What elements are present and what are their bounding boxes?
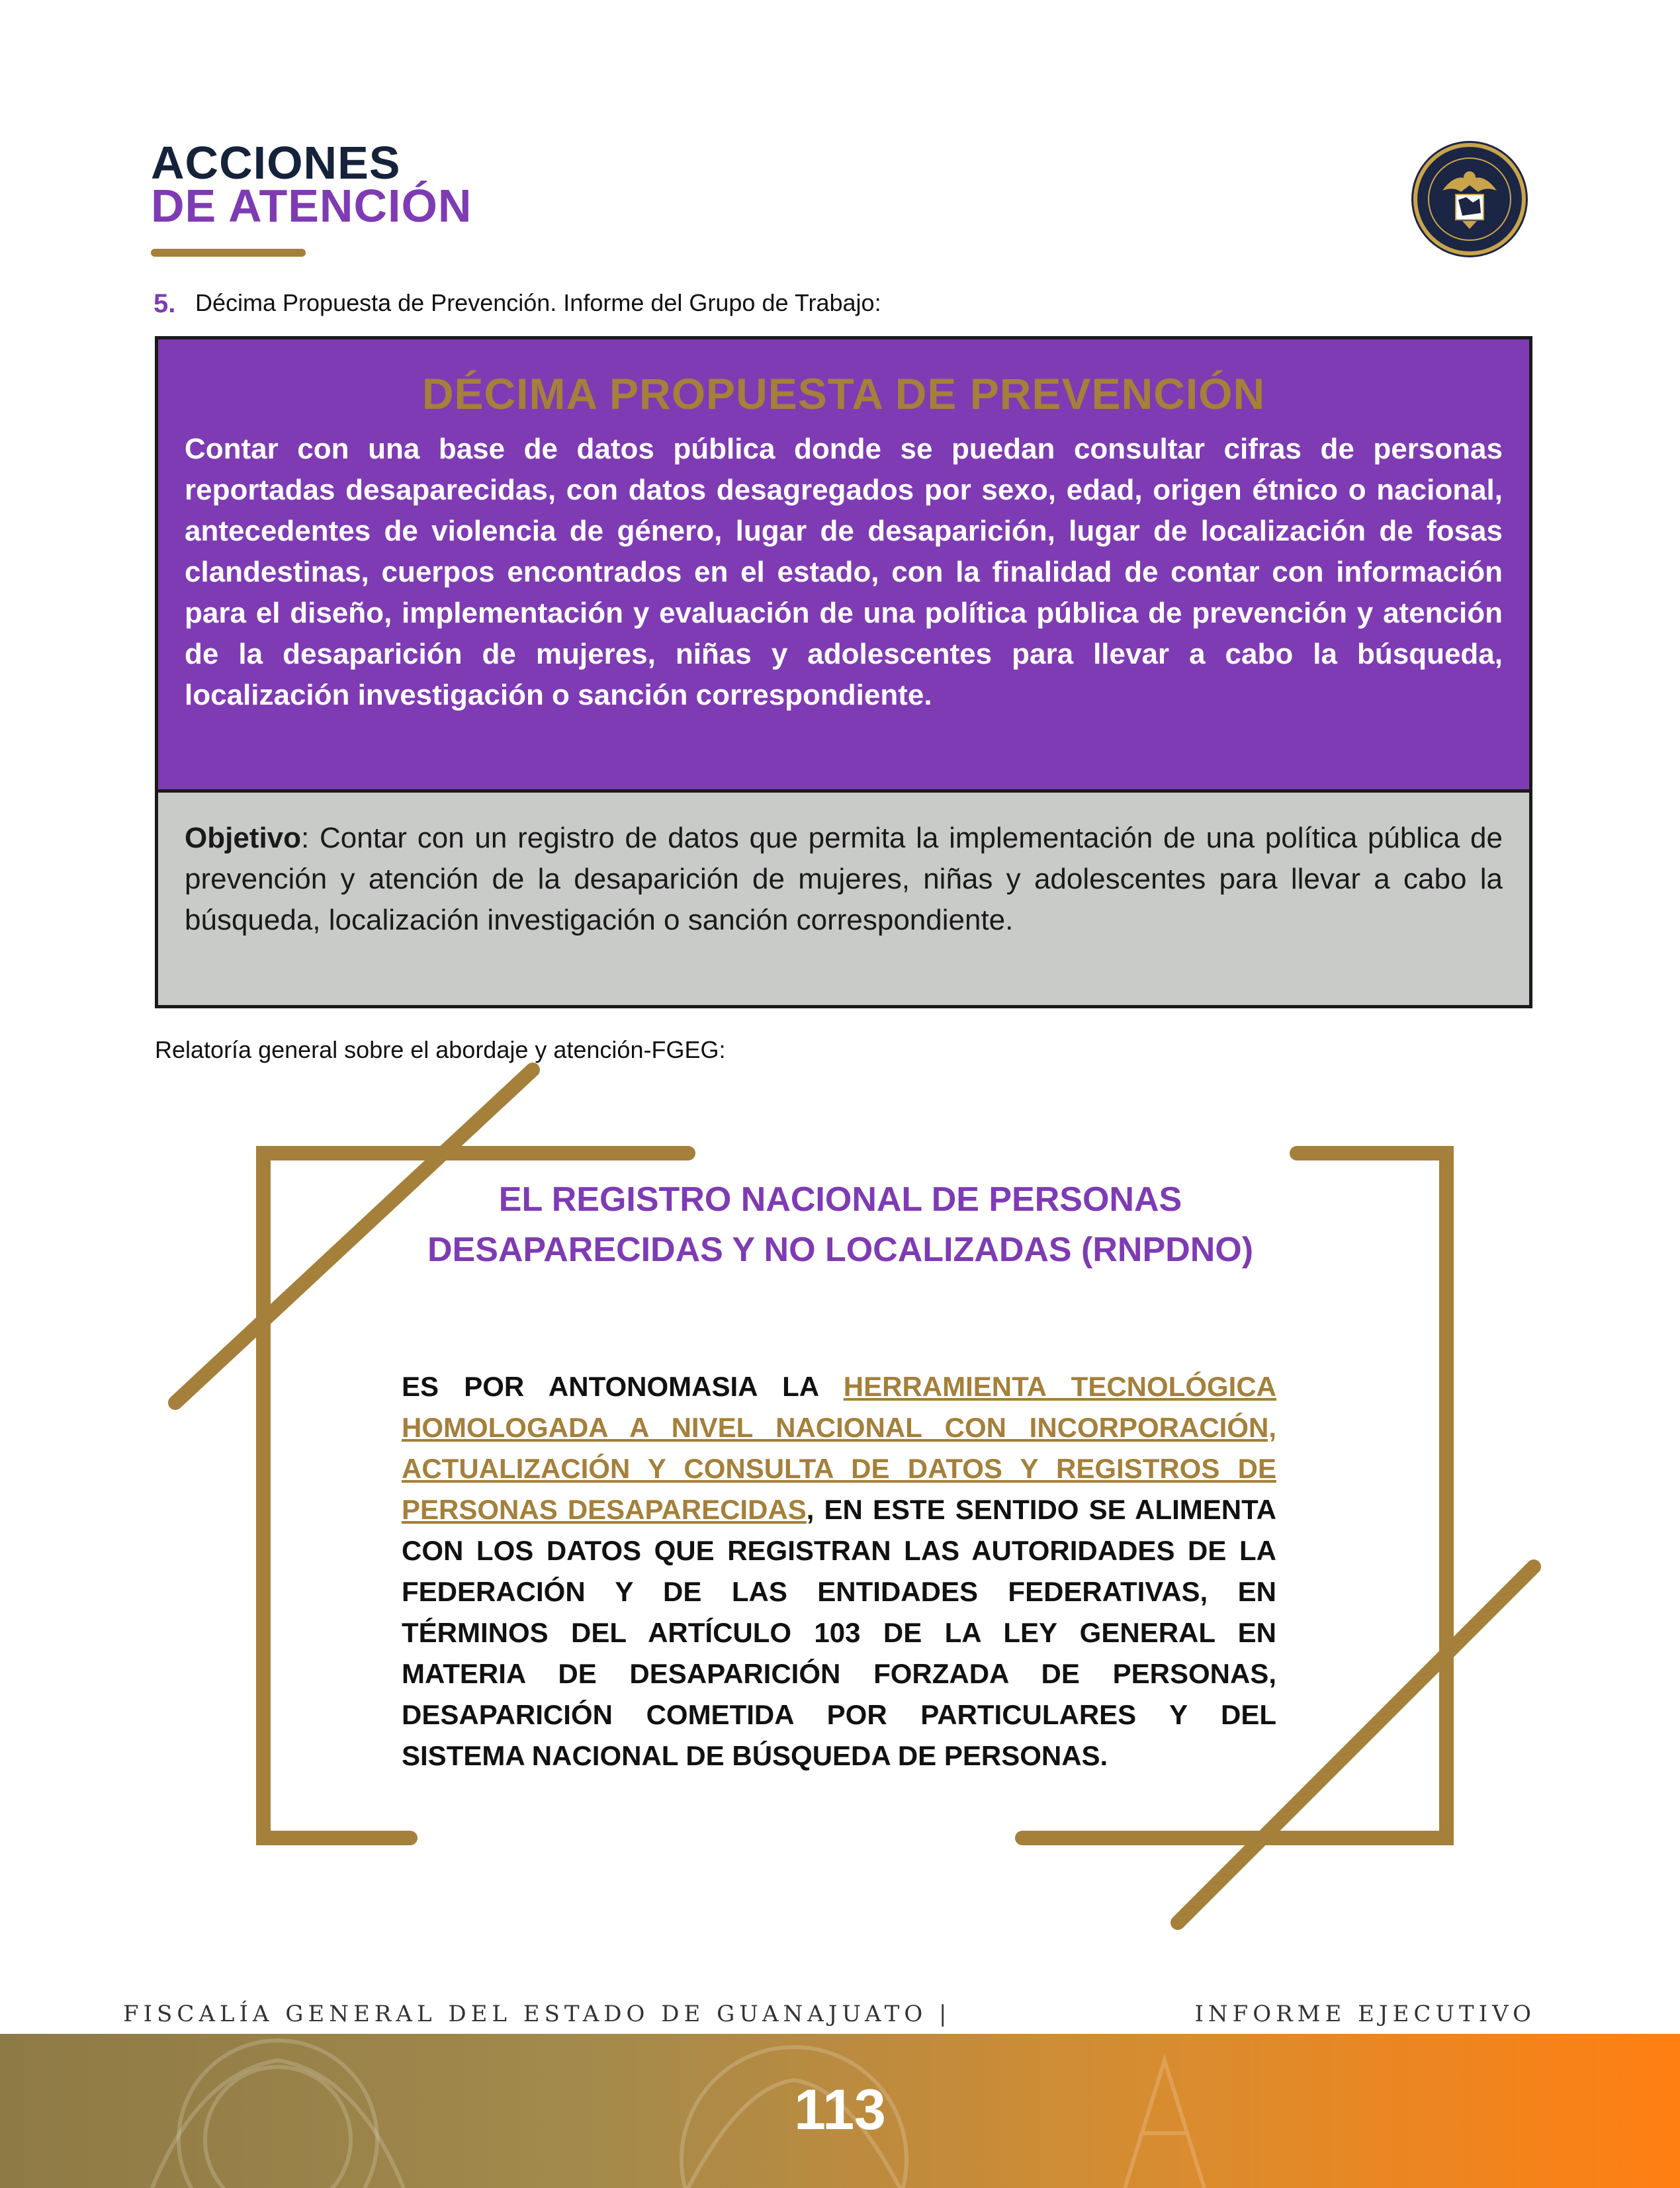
section-title-line2: DE ATENCIÓN	[151, 180, 472, 232]
list-number: 5.	[154, 289, 176, 318]
registry-body	[402, 1366, 1276, 1776]
section-title-line1: ACCIONES	[151, 137, 401, 189]
proposal-heading: DÉCIMA PROPUESTA DE PREVENCIÓN	[421, 369, 1266, 418]
footer-institution: FISCALÍA GENERAL DEL ESTADO DE GUANAJUATO |	[123, 2001, 951, 2027]
list-item-text: Décima Propuesta de Prevención. Informe del Grupo de Trabajo:	[195, 289, 881, 316]
registry-body-highlight: HERRAMIENTA TECNOLÓGICA HOMOLOGADA A NIVEL NACIONAL CON INCORPORACIÓN, ACTUALIZACIÓN Y CONSULTA DE DATOS Y REGISTROS DE PERSONAS DESAPARECIDAS	[402, 1371, 1276, 1525]
registry-title: EL REGISTRO NACIONAL DE PERSONAS DESAPARECIDAS Y NO LOCALIZADAS (RNPDNO)	[427, 1180, 1254, 1269]
registry-body-start: ES POR ANTONOMASIA LA	[402, 1371, 844, 1402]
proposal-body: Contar con una base de datos pública donde se puedan consultar cifras de personas reportadas desaparecidas, con datos desagregados por sexo, edad, origen étnico o nacional, antecedentes de violencia de género, lugar de desaparición, lugar de localización de fosas clandestinas, cuerpos encontrados en el estado, con la finalidad de contar con información para el diseño, implementación y evaluación de una política pública de prevención y atención de la desaparición de mujeres, niñas y adolescentes para llevar a cabo la búsqueda, localización investigación o sanción correspondiente.	[185, 433, 1503, 711]
page-number: 113	[794, 2078, 886, 2142]
objective-label: Objetivo	[185, 822, 302, 854]
registry-body-end: , EN ESTE SENTIDO SE ALIMENTA CON LOS DATOS QUE REGISTRAN LAS AUTORIDADES DE LA FEDERACIÓN Y DE LAS ENTIDADES FEDERATIVAS, EN TÉRMINOS DEL ARTÍCULO 103 DE LA LEY GENERAL EN MATERIA DE DESAPARICIÓN FORZADA DE PERSONAS, DESAPARICIÓN COMETIDA POR PARTICULARES Y DEL SISTEMA NACIONAL DE BÚSQUEDA DE PERSONAS.	[402, 1494, 1277, 1771]
relatoria-heading: Relatoría general sobre el abordaje y atención-FGEG:	[155, 1036, 726, 1063]
footer-report-name: INFORME EJECUTIVO	[1194, 2001, 1536, 2027]
objective-description: : Contar con un registro de datos que permita la implementación de una política pública de prevención y atención de la desaparición de mujeres, niñas y adolescentes para llevar a cabo la búsqueda, localización investigación o sanción correspondiente.	[185, 822, 1503, 936]
